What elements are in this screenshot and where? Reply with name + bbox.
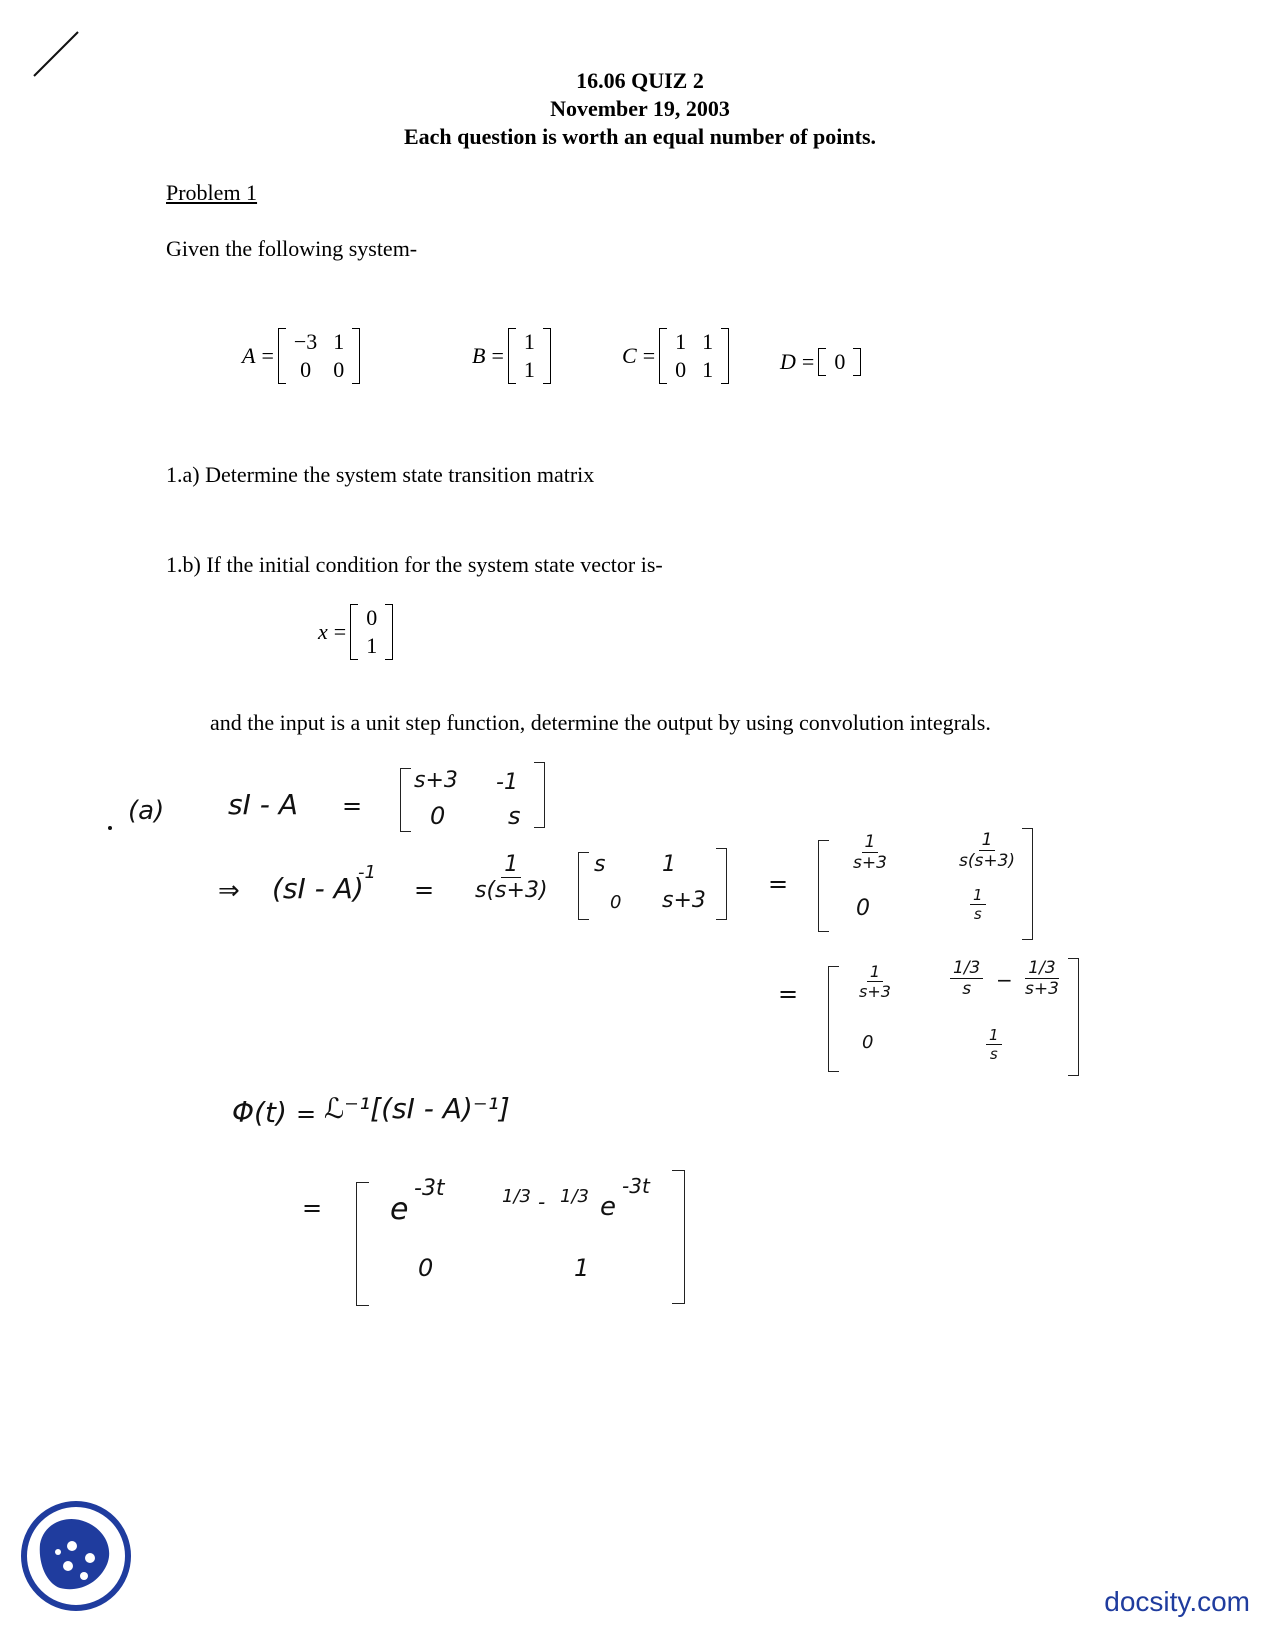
quiz-title: 16.06 QUIZ 2 [576, 68, 704, 93]
line2-fraction: $\frac{1}{s(s+3)}$ [475, 852, 548, 903]
matrix-b-label: B [472, 343, 486, 368]
matrix-a-label: A [242, 343, 256, 368]
matrix-d: 0 [818, 348, 861, 376]
matrix-d-label: D [780, 349, 796, 374]
initial-state-block: x = 0 1 [318, 604, 393, 660]
initial-state-label: x [318, 619, 328, 644]
matrix-a-block: A = −3 1 0 0 [242, 328, 360, 384]
quiz-note: Each question is worth an equal number of points. [403, 124, 877, 149]
phi-matrix-left-bracket [356, 1182, 369, 1306]
phi-lhs: Φ(t) [232, 1096, 287, 1129]
docsity-brand[interactable]: docsity.com [1104, 1586, 1250, 1617]
problem-heading: Problem 1 [166, 180, 258, 205]
phi-matrix-right-bracket [672, 1170, 685, 1304]
part-b-text: 1.b) If the initial condition for the system state vector is- [166, 552, 663, 577]
solution-part-label: (a) [128, 796, 165, 826]
matrix-c: 1 1 0 1 [659, 328, 729, 384]
initial-state-vector: 0 1 [350, 604, 393, 660]
matrix-c-block: C = 1 1 0 1 [622, 328, 729, 384]
docsity-logo-icon [20, 1500, 132, 1612]
part-b-continued: and the input is a unit step function, determine the output by using convolution integrals. [210, 710, 991, 735]
line1-bracket-left [400, 768, 411, 832]
part-a-text: 1.a) Determine the system state transition matrix [166, 462, 595, 487]
ink-dot [108, 826, 112, 830]
matrix-b-block: B = 1 1 [472, 328, 551, 384]
problem-intro: Given the following system- [166, 236, 418, 261]
quiz-date: November 19, 2003 [550, 96, 730, 121]
matrix-c-label: C [622, 343, 637, 368]
line1-bracket-right [534, 762, 545, 828]
matrix-b: 1 1 [508, 328, 551, 384]
line1-lhs: sI - A [228, 788, 298, 821]
line2-lhs: (sI - A) [272, 872, 364, 905]
matrix-a: −3 1 0 0 [278, 328, 360, 384]
phi-rhs: ℒ⁻¹[(sI - A)⁻¹] [324, 1092, 510, 1125]
matrix-d-block: D = 0 [780, 348, 861, 376]
